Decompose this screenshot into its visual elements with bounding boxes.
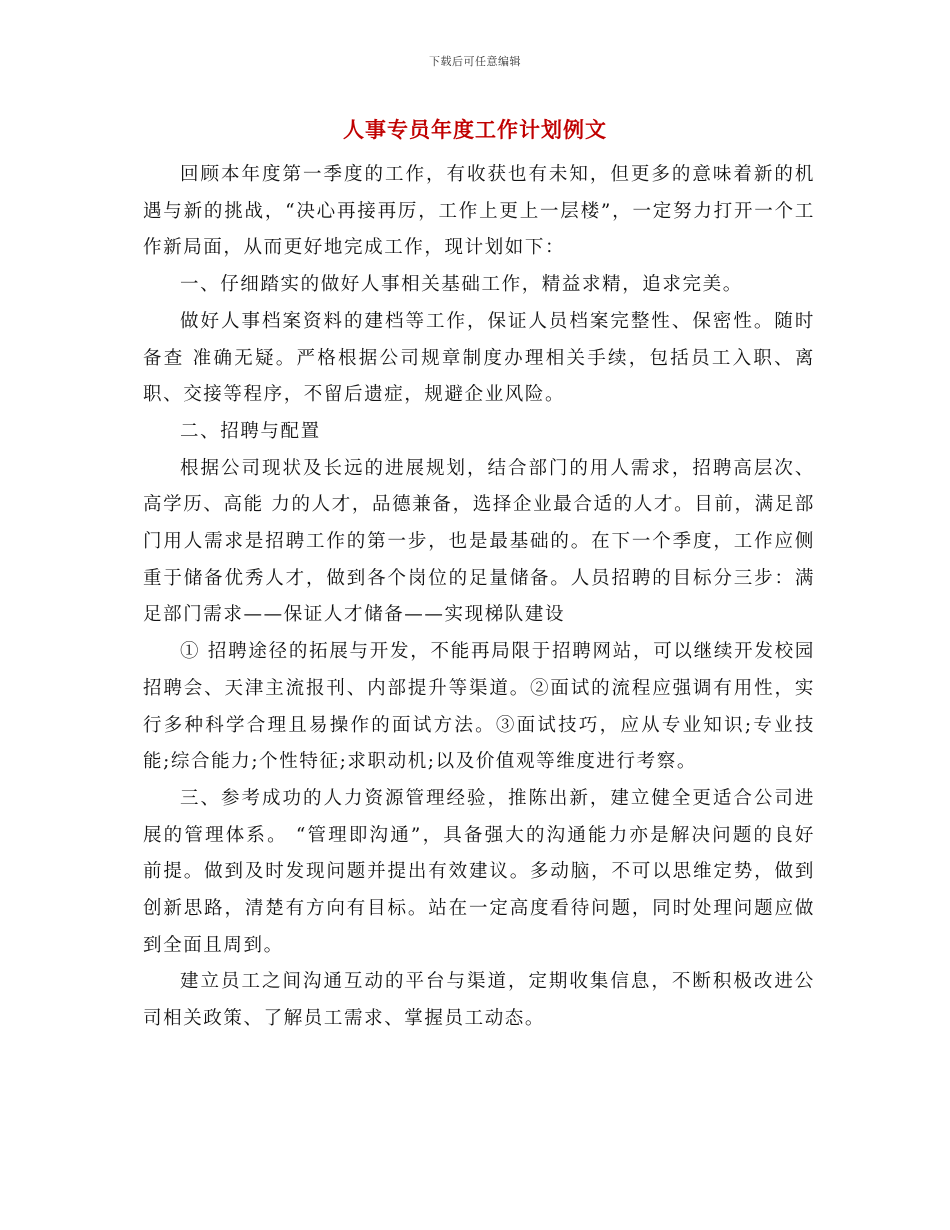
- document-body: [143, 157, 815, 1038]
- paragraph-section-2-heading: 二、招聘与配置: [180, 420, 321, 442]
- paragraph-section-3: 三、参考成功的人力资源管理经验，推陈出新，建立健全更适合公司进展的管理体系。 “管理即沟通”，具备强大的沟通能力亦是解决问题的良好前提。做到及时发现问题并提出有效建议。多动脑，不可以思维定势，做到创新思路，清楚有方向有目标。站在一定高度看待问题，同时处理问题应做到全面且周到。: [143, 787, 815, 956]
- paragraph-recruitment: 根据公司现状及长远的进展规划，结合部门的用人需求，招聘高层次、高学历、高能 力的人才，品德兼备，选择企业最合适的人才。目前，满足部门用人需求是招聘工作的第一步，也是最基础的。在下一个季度，工作应侧重于储备优秀人才，做到各个岗位的足量储备。人员招聘的目标分三步：满足部门需求——保证人才储备——实现梯队建设: [143, 457, 815, 626]
- document-title: 人事专员年度工作计划例文: [343, 117, 607, 142]
- paragraph-section-1-heading: 一、仔细踏实的做好人事相关基础工作，精益求精，追求完美。: [180, 274, 743, 296]
- header-note: 下载后可任意编辑: [429, 55, 521, 68]
- paragraph-archives: 做好人事档案资料的建档等工作，保证人员档案完整性、保密性。随时备查 准确无疑。严格根据公司规章制度办理相关手续，包括员工入职、离职、交接等程序，不留后遗症，规避企业风险。: [143, 310, 815, 406]
- paragraph-communication: 建立员工之间沟通互动的平台与渠道，定期收集信息，不断积极改进公司相关政策、了解员工需求、掌握员工动态。: [143, 971, 815, 1030]
- paragraph-intro: 回顾本年度第一季度的工作，有收获也有未知，但更多的意味着新的机遇与新的挑战，“决心再接再厉，工作上更上一层楼”，一定努力打开一个工作新局面，从而更好地完成工作，现计划如下：: [143, 164, 815, 259]
- paragraph-recruitment-methods: ① 招聘途径的拓展与开发，不能再局限于招聘网站，可以继续开发校园招聘会、天津主流报刊、内部提升等渠道。②面试的流程应强调有用性，实行多种科学合理且易操作的面试方法。③面试技巧，应从专业知识;专业技能;综合能力;个性特征;求职动机;以及价值观等维度进行考察。: [143, 641, 815, 773]
